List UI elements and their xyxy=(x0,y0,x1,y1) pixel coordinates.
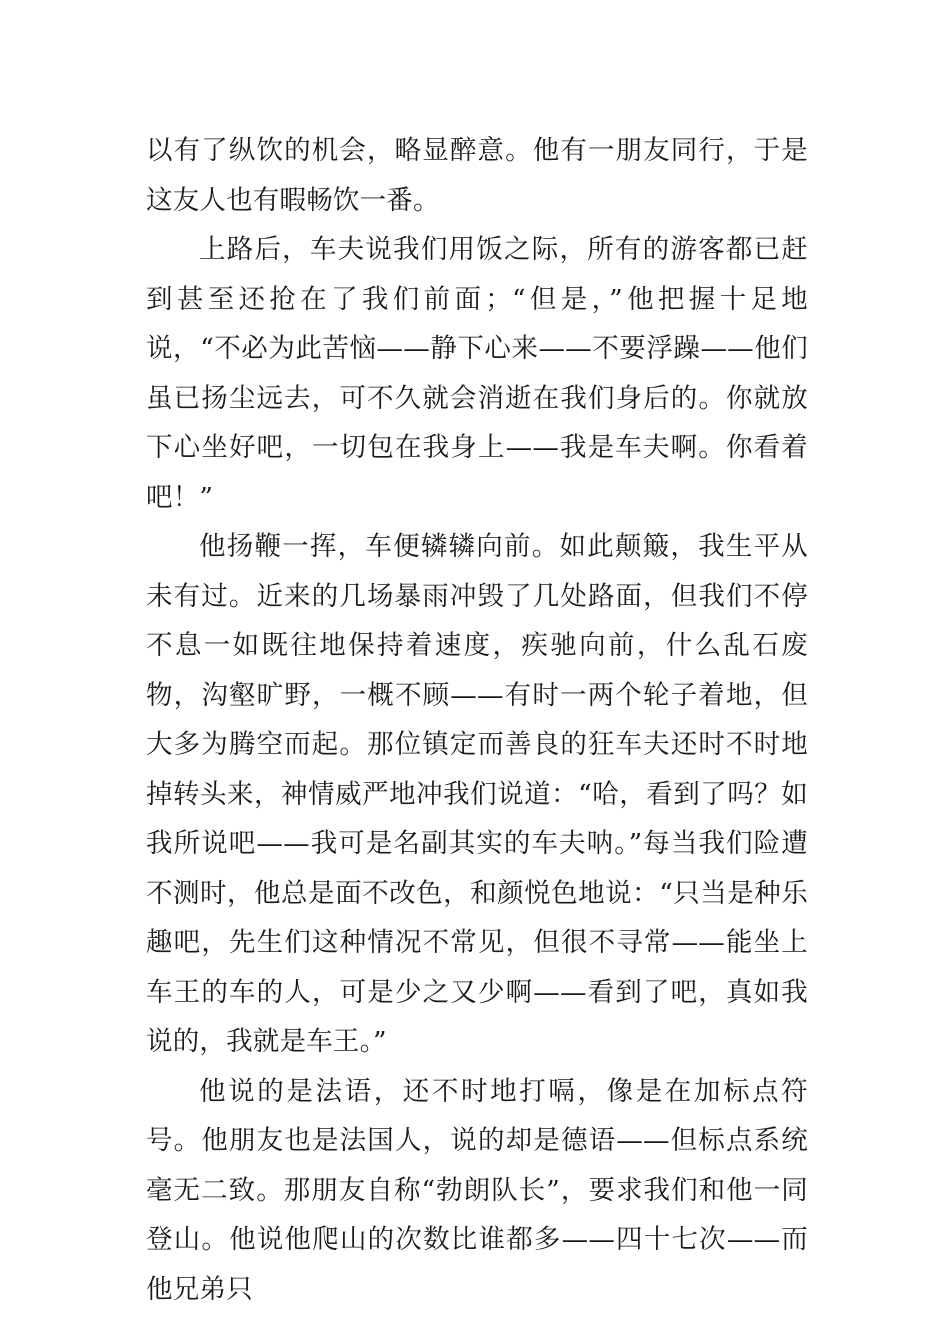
paragraph-1: 以有了纵饮的机会，略显醉意。他有一朋友同行，于是这友人也有暇畅饮一番。 xyxy=(146,135,808,216)
paragraph-3: 他扬鞭一挥，车便辚辚向前。如此颠簸，我生平从未有过。近来的几场暴雨冲毁了几处路面，但我们不停不息一如既往地保持着速度，疾驰向前，什么乱石废物，沟壑旷野，一概不顾——有时一两个轮子着地，但大多为腾空而起。那位镇定而善良的狂车夫还时不时地掉转头来，神情威严地冲我们说道：“哈，看到了吗？如我所说吧——我可是名副其实的车夫呐。”每当我们险遭不测时，他总是面不改色，和颜悦色地说：“只当是种乐趣吧，先生们这种情况不常见，但很不寻常——能坐上车王的车的人，可是少之又少啊——看到了吧，真如我说的，我就是车王。” xyxy=(146,531,808,1057)
paragraph-4: 他说的是法语，还不时地打嗝，像是在加标点符号。他朋友也是法国人，说的却是德语——但标点系统毫无二致。那朋友自称“勃朗队长”，要求我们和他一同登山。他说他爬山的次数比谁都多——四十七次——而他兄弟只 xyxy=(146,1075,808,1305)
paragraph-2: 上路后，车夫说我们用饭之际，所有的游客都已赶到甚至还抢在了我们前面；“但是，”他把握十足地说，“不必为此苦恼——静下心来——不要浮躁——他们虽已扬尘远去，可不久就会消逝在我们身后的。你就放下心坐好吧，一切包在我身上——我是车夫啊。你看着吧！” xyxy=(146,234,808,513)
document-text-body xyxy=(146,126,808,1314)
